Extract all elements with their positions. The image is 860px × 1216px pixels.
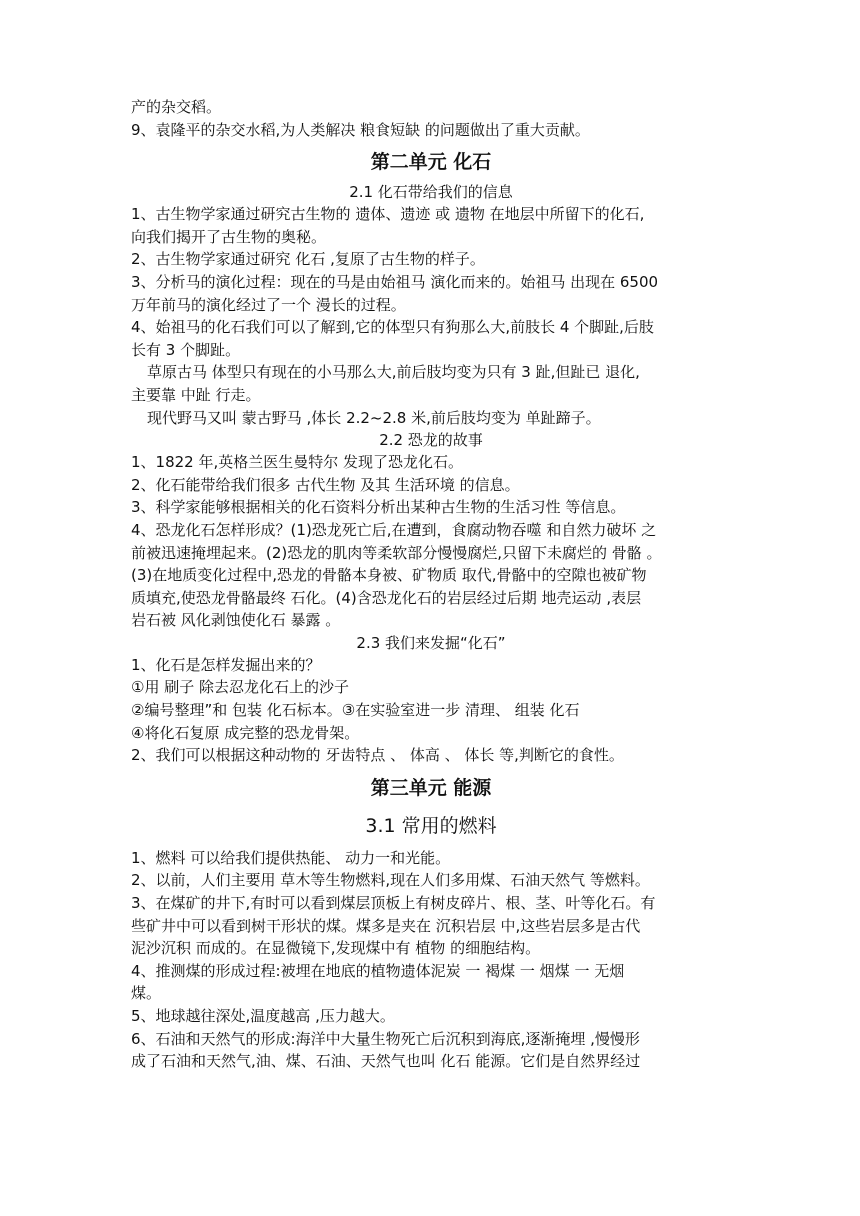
section-title: 3.1 常用的燃料 — [365, 814, 497, 837]
text-line: (3)在地质变化过程中,恐龙的骨骼本身被、矿物质 取代,骨骼中的空隙也被矿物 — [131, 566, 647, 585]
text-line: 3、分析马的演化过程：现在的马是由始祖马 演化而来的。始祖马 出现在 6500 — [131, 272, 659, 291]
text-line: 2、我们可以根据这种动物的 牙齿特点 、 体高 、 体长 等,判断它的食性。 — [131, 746, 624, 765]
text-line: 6、石油和天然气的形成:海洋中大量生物死亡后沉积到海底,逐渐掩埋 ,慢慢形 — [131, 1029, 640, 1048]
text-line: 4、推测煤的形成过程:被埋在地底的植物遗体泥炭 一 褐煤 一 烟煤 一 无烟 — [131, 961, 625, 980]
text-line: 9、袁隆平的杂交水稻,为人类解决 粮食短缺 的问题做出了重大贡献。 — [131, 120, 590, 139]
text-line: 4、始祖马的化石我们可以了解到,它的体型只有狗那么大,前肢长 4 个脚趾,后肢 — [131, 318, 654, 337]
text-line: ②编号整理”和 包装 化石标本。③在实验室进一步 清理、 组装 化石 — [131, 701, 580, 720]
text-line: 成了石油和天然气,油、煤、石油、天然气也叫 化石 能源。它们是自然界经过 — [131, 1052, 641, 1071]
section-title: 2.2 恐龙的故事 — [379, 431, 483, 450]
text-line: 前被迅速掩埋起来。(2)恐龙的肌肉等柔软部分慢慢腐烂,只留下未腐烂的 骨骼 。 — [131, 543, 662, 562]
unit-title: 第三单元 能源 — [370, 776, 492, 799]
section-title: 2.3 我们来发掘“化石” — [356, 633, 506, 652]
text-line: 2、古生物学家通过研究 化石 ,复原了古生物的样子。 — [131, 250, 485, 269]
text-line: 主要靠 中趾 行走。 — [131, 385, 261, 404]
text-line: 质填充,使恐龙骨骼最终 石化。(4)含恐龙化石的岩层经过后期 地壳运动 ,表层 — [131, 588, 642, 607]
text-line: 1、化石是怎样发掘出来的？ — [131, 655, 321, 674]
text-line: ①用 刷子 除去忍龙化石上的沙子 — [131, 678, 349, 697]
text-line: 2、化石能带给我们很多 古代生物 及其 生活环境 的信息。 — [131, 475, 520, 494]
text-line: 煤。 — [131, 984, 162, 1003]
section-title: 2.1 化石带给我们的信息 — [349, 183, 513, 202]
text-line: 3、在煤矿的井下,有时可以看到煤层顶板上有树皮碎片、根、茎、叶等化石。有 — [131, 894, 656, 913]
unit-title: 第二单元 化石 — [370, 151, 492, 174]
text-line: 2、以前，人们主要用 草木等生物燃料,现在人们多用煤、石油天然气 等燃料。 — [131, 871, 650, 890]
text-line: 产的杂交稻。 — [131, 98, 222, 116]
text-line: 草原古马 体型只有现在的小马那么大,前后肢均变为只有 3 趾,但趾已 退化, — [147, 363, 640, 382]
text-line: 1、燃料 可以给我们提供热能、 动力一和光能。 — [131, 848, 451, 867]
document-page — [131, 96, 731, 1073]
text-line: 长有 3 个脚趾。 — [131, 340, 241, 359]
text-line: 现代野马又叫 蒙古野马 ,体长 2.2~2.8 米,前后肢均变为 单趾蹄子。 — [147, 408, 601, 427]
text-line: 5、地球越往深处,温度越高 ,压力越大。 — [131, 1007, 395, 1025]
text-line: 4、恐龙化石怎样形成？(1)恐龙死亡后,在遭到，食腐动物吞噬 和自然力破坏 之 — [131, 520, 657, 539]
text-line: 泥沙沉积 而成的。在显微镜下,发现煤中有 植物 的细胞结构。 — [131, 939, 541, 958]
text-line: 3、科学家能够根据相关的化石资料分析出某种古生物的生活习性 等信息。 — [131, 498, 626, 517]
text-line: 1、古生物学家通过研究古生物的 遗体、遗迹 或 遗物 在地层中所留下的化石, — [131, 205, 645, 224]
text-line: 万年前马的演化经过了一个 漫长的过程。 — [131, 295, 406, 314]
text-line: 些矿井中可以看到树干形状的煤。煤多是夹在 沉积岩层 中,这些岩层多是古代 — [131, 916, 641, 935]
text-line: ④将化石复原 成完整的恐龙骨架。 — [131, 723, 360, 742]
text-line: 岩石被 风化剥蚀使化石 暴露 。 — [131, 611, 341, 630]
text-line: 向我们揭开了古生物的奥秘。 — [131, 227, 327, 246]
text-line: 1、1822 年,英格兰医生曼特尔 发现了恐龙化石。 — [131, 453, 464, 472]
